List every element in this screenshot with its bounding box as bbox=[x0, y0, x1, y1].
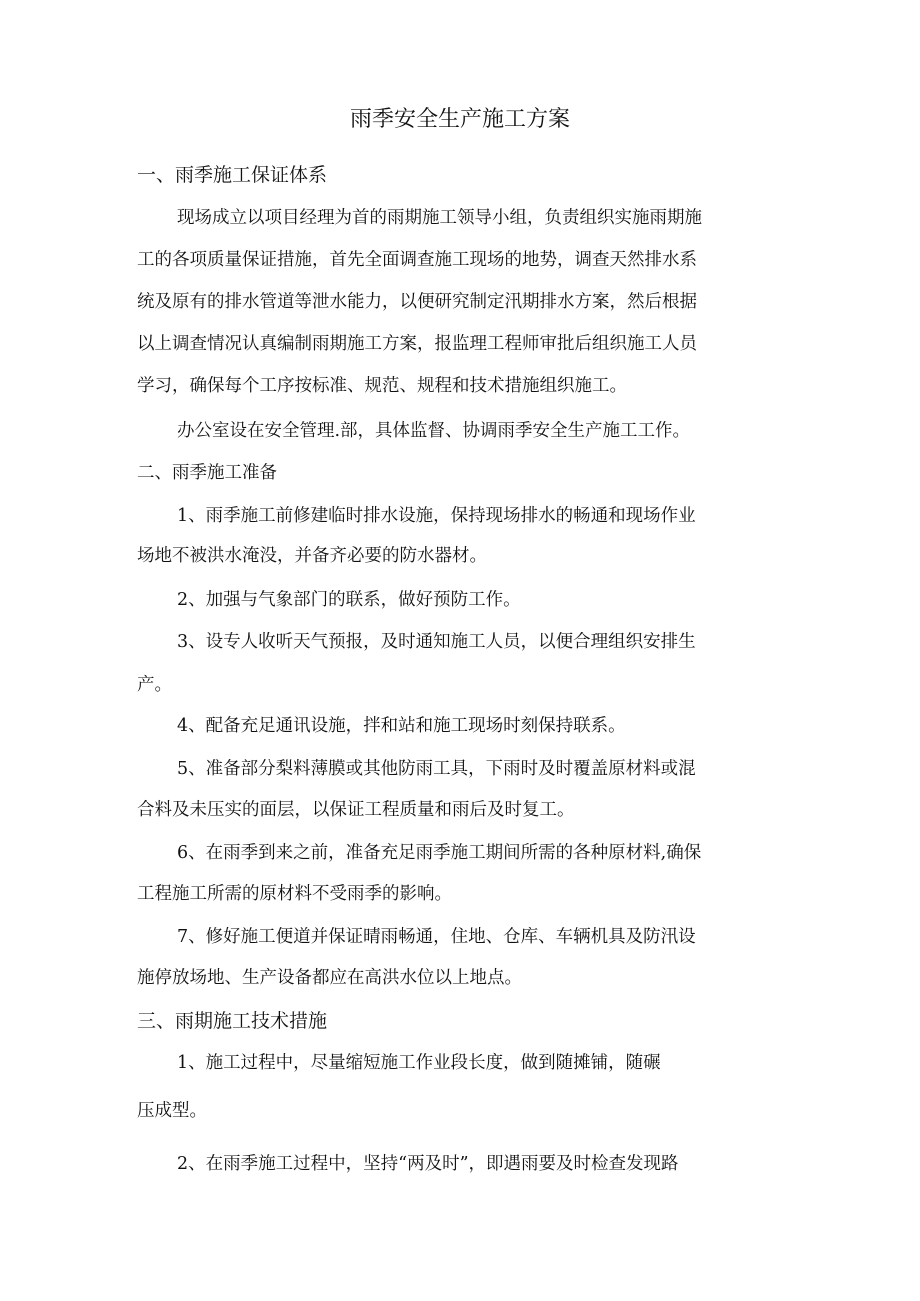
section-1-paragraph-1-line-3: 统及原有的排水管道等泄水能力，以便研究制定汛期排水方案，然后根据 bbox=[137, 292, 697, 312]
section-2-item-3-line-2: 产。 bbox=[137, 675, 172, 695]
section-2-item-6-line-2: 工程施工所需的原材料不受雨季的影响。 bbox=[137, 884, 452, 904]
section-2-item-7-line-2: 施停放场地、生产设备都应在高洪水位以上地点。 bbox=[137, 968, 522, 988]
section-3-heading: 三、雨期施工技术措施 bbox=[137, 1010, 328, 1032]
section-2-item-5-line-2: 合料及未压实的面层，以保证工程质量和雨后及时复工。 bbox=[137, 800, 575, 820]
section-2-item-3-line-1: 3、设专人收听天气预报，及时通知施工人员，以便合理组织安排生 bbox=[177, 632, 696, 652]
section-1-paragraph-1-line-5: 学习，确保每个工序按标准、规范、规程和技术措施组织施工。 bbox=[137, 376, 627, 396]
section-1-paragraph-1-line-4: 以上调查情况认真编制雨期施工方案，报监理工程师审批后组织施工人员 bbox=[137, 334, 697, 354]
section-2-item-2: 2、加强与气象部门的联系，做好预防工作。 bbox=[177, 590, 521, 610]
section-3-item-2-line-1: 2、在雨季施工过程中，坚持“两及时”，即遇雨要及时检查发现路 bbox=[177, 1154, 679, 1174]
section-1-heading: 一、雨季施工保证体系 bbox=[137, 164, 328, 186]
section-2-item-1-line-1: 1、雨季施工前修建临时排水设施，保持现场排水的畅通和现场作业 bbox=[177, 506, 696, 526]
section-1-paragraph-1-line-2: 工的各项质量保证措施，首先全面调查施工现场的地势，调查天然排水系 bbox=[137, 250, 697, 270]
section-2-item-6-line-1: 6、在雨季到来之前，准备充足雨季施工期间所需的各种原材料,确保 bbox=[177, 843, 702, 863]
section-2-heading: 二、雨季施工准备 bbox=[137, 463, 277, 483]
section-3-item-1-line-2: 压成型。 bbox=[137, 1101, 207, 1121]
section-2-item-1-line-2: 场地不被洪水淹没，并备齐必要的防水器材。 bbox=[137, 546, 487, 566]
section-2-item-5-line-1: 5、准备部分梨料薄膜或其他防雨工具，下雨时及时覆盖原材料或混 bbox=[177, 759, 696, 779]
section-3-item-1-line-1: 1、施工过程中，尽量缩短施工作业段长度，做到随摊铺，随碾 bbox=[177, 1053, 661, 1073]
section-2-item-7-line-1: 7、修好施工便道并保证晴雨畅通，住地、仓库、车辆机具及防汛设 bbox=[177, 927, 696, 947]
section-1-paragraph-2: 办公室设在安全管理.部，具体监督、协调雨季安全生产施工工作。 bbox=[177, 421, 691, 441]
document-title: 雨季安全生产施工方案 bbox=[349, 107, 570, 132]
section-1-paragraph-1-line-1: 现场成立以项目经理为首的雨期施工领导小组，负责组织实施雨期施 bbox=[177, 208, 702, 228]
section-2-item-4: 4、配备充足通讯设施，拌和站和施工现场时刻保持联系。 bbox=[177, 716, 626, 736]
